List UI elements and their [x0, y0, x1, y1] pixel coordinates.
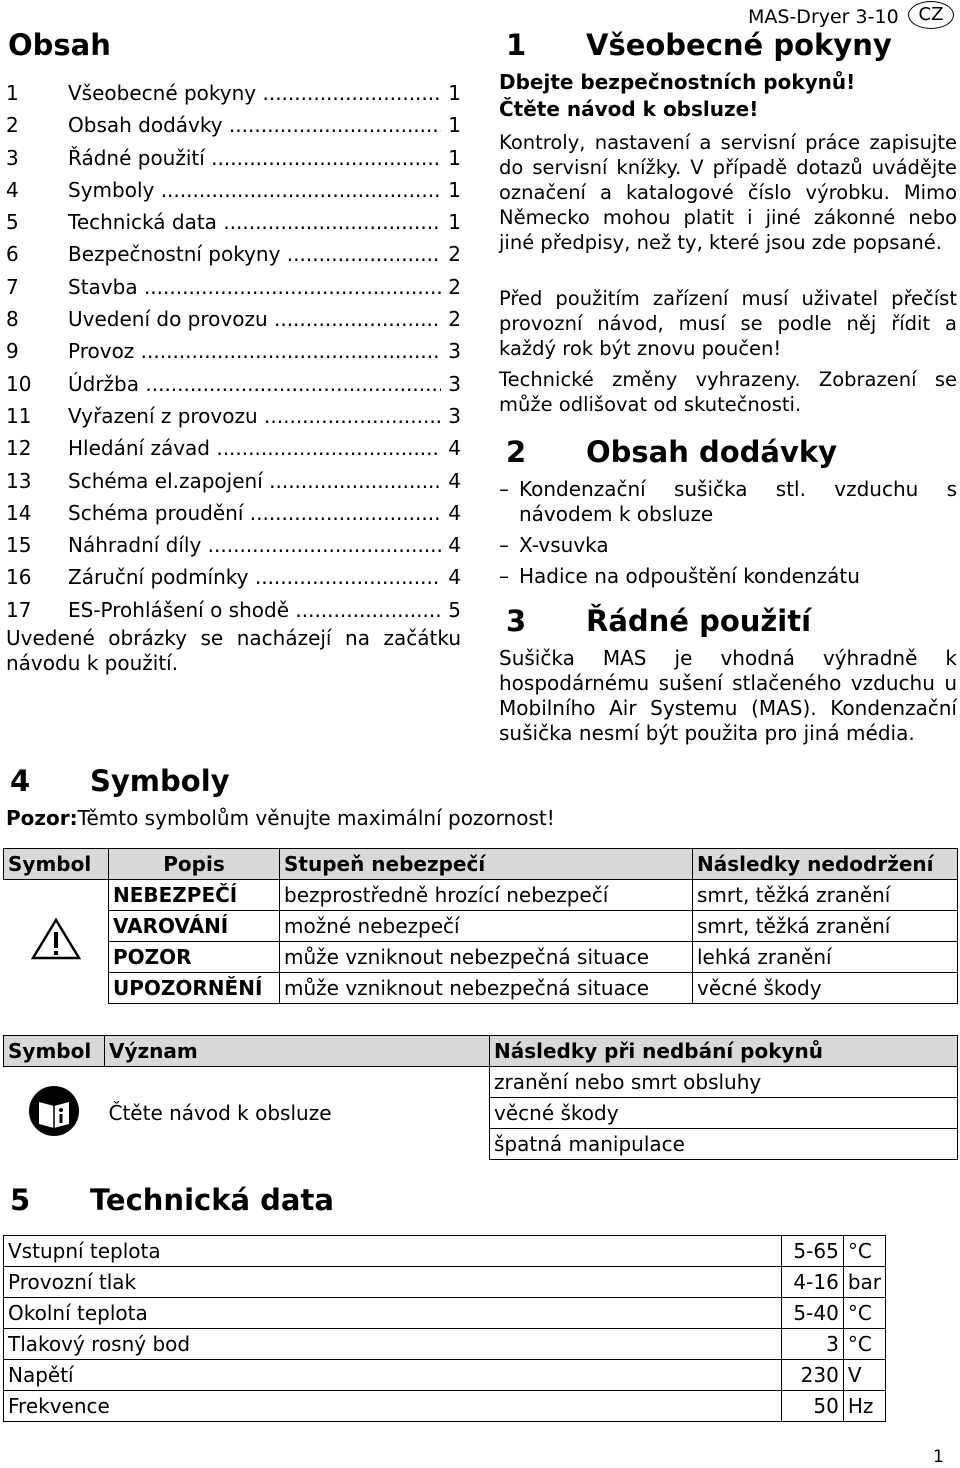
hazard-level: POZOR — [109, 942, 280, 973]
hazard-desc: bezprostředně hrozící nebezpečí — [280, 880, 693, 911]
toc-item-title: Provoz ..... — [68, 335, 441, 367]
list-item — [499, 477, 957, 527]
list-item-text: Kondenzační sušička stl. vzduchu s návodem k obsluze — [519, 477, 957, 526]
toc-item-page: 2 — [441, 238, 461, 270]
lang-badge: CZ — [908, 1, 954, 29]
table-row — [4, 1298, 886, 1329]
tech-value: 5-40 — [781, 1298, 843, 1329]
toc-item — [6, 206, 461, 238]
pozor-label: Pozor: — [6, 806, 78, 830]
tech-value: 4-16 — [781, 1267, 843, 1298]
section1-bold-line1: Dbejte bezpečnostních pokynů! — [499, 70, 856, 94]
toc-item — [6, 174, 461, 206]
toc-item — [6, 77, 461, 109]
pozor-text: Těmto symbolům věnujte maximální pozornost! — [77, 806, 555, 830]
tech-unit: V — [843, 1360, 885, 1391]
table-row — [4, 942, 958, 973]
tech-unit: °C — [843, 1236, 885, 1267]
toc-item-page: 2 — [441, 271, 461, 303]
toc-heading: Obsah — [8, 28, 111, 62]
hazard-consequence: věcné škody — [693, 973, 958, 1004]
doc-title: MAS-Dryer 3-10 — [748, 6, 899, 28]
toc-item-page: 4 — [441, 529, 461, 561]
toc-item — [6, 271, 461, 303]
dash-icon: – — [499, 564, 509, 588]
tech-label: Tlakový rosný bod — [4, 1329, 782, 1360]
warning-symbol-cell — [4, 880, 109, 1004]
manual-consequence: špatná manipulace — [490, 1129, 958, 1160]
toc-item-title: Symboly ..... — [68, 174, 441, 206]
pozor-line — [6, 806, 555, 830]
toc-item — [6, 238, 461, 270]
section2-title: Obsah dodávky — [586, 435, 838, 469]
manual-consequence: věcné škody — [490, 1098, 958, 1129]
toc-item-title: Hledání závad ..... — [68, 432, 441, 464]
toc-item — [6, 303, 461, 335]
read-manual-icon — [27, 1084, 81, 1138]
section3-num: 3 — [506, 604, 527, 638]
hazard-level: UPOZORNĚNÍ — [109, 973, 280, 1004]
toc-item-page: 4 — [441, 465, 461, 497]
table-row — [4, 1329, 886, 1360]
toc-item-title: Stavba ..... — [68, 271, 441, 303]
tech-value: 3 — [781, 1329, 843, 1360]
tech-label: Napětí — [4, 1360, 782, 1391]
toc-item — [6, 368, 461, 400]
toc-item-page: 5 — [441, 594, 461, 626]
toc-item — [6, 400, 461, 432]
section4-heading — [10, 764, 230, 798]
section3-heading — [506, 604, 811, 638]
hazard-level: NEBEZPEČÍ — [109, 880, 280, 911]
toc-item-title: Údržba ..... — [68, 368, 441, 400]
th-nasledky: Následky při nedbání pokynů — [490, 1036, 958, 1067]
page-number: 1 — [933, 1447, 944, 1467]
toc-item-num: 12 — [6, 436, 32, 461]
toc-item-title: Schéma el.zapojení ..... — [68, 465, 441, 497]
table-row — [4, 1067, 958, 1098]
dash-icon: – — [499, 477, 509, 501]
toc-item-num: 13 — [6, 468, 32, 493]
th-nasledky: Následky nedodržení — [693, 849, 958, 880]
toc-item-title: Technická data ..... — [68, 206, 441, 238]
toc-item-page: 4 — [441, 561, 461, 593]
toc-item-title: Záruční podmínky ..... — [68, 561, 441, 593]
hazard-consequence: smrt, těžká zranění — [693, 880, 958, 911]
toc-item — [6, 109, 461, 141]
hazard-level: VAROVÁNÍ — [109, 911, 280, 942]
table-row — [4, 1391, 886, 1422]
toc-item-num: 4 — [6, 177, 19, 202]
list-item-text: X-vsuvka — [519, 533, 609, 557]
section3-title: Řádné použití — [586, 604, 812, 638]
toc-item-num: 11 — [6, 403, 32, 428]
section1-p1: Kontroly, nastavení a servisní práce zapisujte do servisní knížky. V případě dotazů uvádějte označení a katalogové číslo výrobku. Mimo Německo mohou platit i jiné zákonné nebo jiné předpisy, než ty, které jsou zde popsané. — [499, 131, 957, 254]
list-item — [499, 564, 957, 589]
manual-meaning: Čtěte návod k obsluze — [108, 1101, 332, 1126]
hazard-consequence: smrt, těžká zranění — [693, 911, 958, 942]
table-row — [4, 1360, 886, 1391]
toc-item-page: 1 — [441, 174, 461, 206]
toc-item-title: Řádné použití ..... — [68, 142, 441, 174]
list-item — [499, 533, 957, 558]
toc-item-title: Uvedení do provozu ..... — [68, 303, 441, 335]
section1-num: 1 — [506, 28, 527, 62]
section1-bold-line2: Čtěte návod k obsluze! — [499, 97, 759, 121]
tech-unit: bar — [843, 1267, 885, 1298]
hazard-desc: může vzniknout nebezpečná situace — [280, 973, 693, 1004]
toc-item-num: 8 — [6, 307, 19, 332]
toc-item-page: 1 — [441, 142, 461, 174]
toc-item-page: 1 — [441, 206, 461, 238]
toc-item-page: 3 — [441, 335, 461, 367]
toc-item-page: 3 — [441, 368, 461, 400]
table-header-row — [4, 1036, 958, 1067]
toc-note: Uvedené obrázky se nacházejí na začátku návodu k použití. — [6, 626, 461, 675]
toc-item-num: 16 — [6, 565, 32, 590]
toc-item-num: 5 — [6, 210, 19, 235]
toc-item-page: 4 — [441, 497, 461, 529]
toc-item — [6, 594, 461, 626]
toc-item-page: 2 — [441, 303, 461, 335]
tech-label: Frekvence — [4, 1391, 782, 1422]
warning-triangle-icon — [31, 917, 81, 961]
toc-item-num: 10 — [6, 371, 32, 396]
toc-item-num: 3 — [6, 145, 19, 170]
toc-list — [6, 77, 461, 626]
hazard-table — [3, 848, 958, 1004]
section1-title: Všeobecné pokyny — [586, 28, 892, 62]
th-symbol: Symbol — [4, 849, 109, 880]
section2-heading — [506, 435, 837, 469]
th-stupen: Stupeň nebezpečí — [280, 849, 693, 880]
toc-item-num: 6 — [6, 242, 19, 267]
section2-list — [499, 477, 957, 595]
section1-heading — [506, 28, 892, 62]
toc-item-title: Obsah dodávky ..... — [68, 109, 441, 141]
manual-consequence: zranění nebo smrt obsluhy — [490, 1067, 958, 1098]
th-symbol: Symbol — [4, 1036, 105, 1067]
section5-heading — [10, 1183, 334, 1217]
tech-unit: °C — [843, 1329, 885, 1360]
toc-item-page: 3 — [441, 400, 461, 432]
toc-item — [6, 335, 461, 367]
toc-item-page: 4 — [441, 432, 461, 464]
section4-title: Symboly — [90, 764, 230, 798]
tech-unit: °C — [843, 1298, 885, 1329]
section2-num: 2 — [506, 435, 527, 469]
dash-icon: – — [499, 533, 509, 557]
toc-item-title: Všeobecné pokyny ..... — [68, 77, 441, 109]
tech-unit: Hz — [843, 1391, 885, 1422]
toc-item-num: 9 — [6, 339, 19, 364]
toc-item-title: ES-Prohlášení o shodě ..... — [68, 594, 441, 626]
tech-value: 50 — [781, 1391, 843, 1422]
tech-value: 5-65 — [781, 1236, 843, 1267]
manual-symbol-cell — [4, 1067, 105, 1160]
hazard-consequence: lehká zranění — [693, 942, 958, 973]
section3-p1: Sušička MAS je vhodná výhradně k hospodárnému sušení stlačeného vzduchu u Mobilního Air Systemu (MAS). Kondenzační sušička nesmí být použita pro jiná média. — [499, 646, 957, 745]
hazard-desc: možné nebezpečí — [280, 911, 693, 942]
toc-item — [6, 432, 461, 464]
toc-item-page: 1 — [441, 77, 461, 109]
th-popis: Popis — [109, 849, 280, 880]
toc-item — [6, 142, 461, 174]
toc-item-num: 1 — [6, 81, 19, 105]
th-vyznam: Význam — [105, 1036, 490, 1067]
table-row — [4, 911, 958, 942]
toc-item-title: Bezpečnostní pokyny ..... — [68, 238, 441, 270]
toc-item — [6, 497, 461, 529]
section4-num: 4 — [10, 764, 31, 798]
section1-p3: Technické změny vyhrazeny. Zobrazení se může odlišovat od skutečnosti. — [499, 368, 957, 416]
section1-p2: Před použitím zařízení musí uživatel přečíst provozní návod, musí se podle něj řídit a každý rok být znovu poučen! — [499, 287, 957, 360]
tech-label: Provozní tlak — [4, 1267, 782, 1298]
toc-item — [6, 465, 461, 497]
toc-item-num: 2 — [6, 113, 19, 138]
section5-title: Technická data — [90, 1183, 334, 1217]
toc-item-num: 14 — [6, 500, 32, 525]
table-row — [4, 880, 958, 911]
table-row — [4, 1236, 886, 1267]
toc-item-title: Náhradní díly ..... — [68, 529, 441, 561]
tech-data-table — [3, 1235, 886, 1422]
table-row — [4, 1267, 886, 1298]
hazard-desc: může vzniknout nebezpečná situace — [280, 942, 693, 973]
tech-value: 230 — [781, 1360, 843, 1391]
list-item-text: Hadice na odpouštění kondenzátu — [519, 564, 860, 588]
toc-item — [6, 561, 461, 593]
tech-label: Okolní teplota — [4, 1298, 782, 1329]
toc-item-title: Schéma proudění ..... — [68, 497, 441, 529]
toc-item-page: 1 — [441, 109, 461, 141]
tech-label: Vstupní teplota — [4, 1236, 782, 1267]
section5-num: 5 — [10, 1183, 31, 1217]
toc-item-num: 7 — [6, 274, 19, 299]
toc-item — [6, 529, 461, 561]
table-header-row — [4, 849, 958, 880]
toc-item-title: Vyřazení z provozu ..... — [68, 400, 441, 432]
toc-item-num: 15 — [6, 533, 32, 558]
table-row — [4, 973, 958, 1004]
manual-symbol-table — [3, 1035, 958, 1160]
toc-item-num: 17 — [6, 597, 32, 622]
